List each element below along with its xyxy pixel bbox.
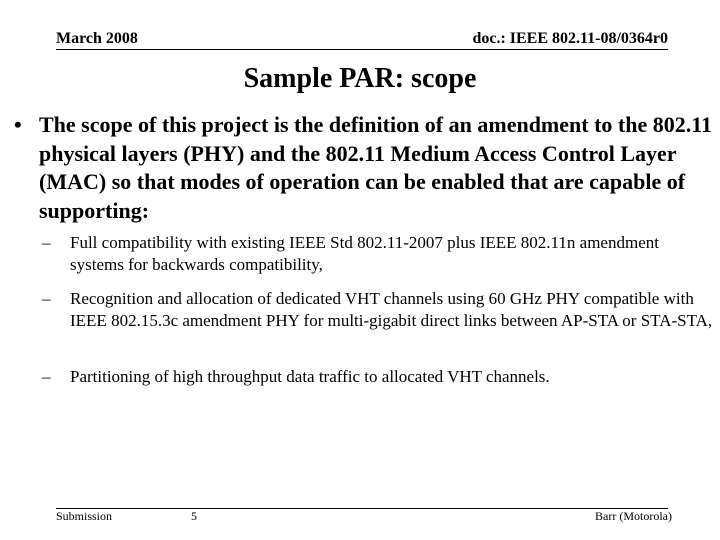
slide-title: Sample PAR: scope xyxy=(243,63,477,94)
footer-page-number: 5 xyxy=(191,509,197,523)
footer-divider xyxy=(56,508,668,509)
header-divider xyxy=(56,49,668,50)
bullet-marker: • xyxy=(14,112,22,137)
sub-bullet-text: Recognition and allocation of dedicated VHT channels using 60 GHz PHY compatible with IEEE 802.15.3c amendment PHY for multi-gigabit direct links between AP-STA or STA-STA, xyxy=(70,289,713,330)
dash-marker: – xyxy=(42,289,51,308)
dash-marker: – xyxy=(42,233,51,252)
main-bullet-text: The scope of this project is the definition of an amendment to the 802.11 physical layers (PHY) and the 802.11 Medium Access Control Layer (MAC) so that modes of operation can be enabled that are capable of supporting: xyxy=(39,112,713,223)
footer-submission: Submission xyxy=(56,509,113,523)
header-date: March 2008 xyxy=(56,30,138,47)
dash-marker: – xyxy=(42,367,51,386)
sub-bullet-text: Partitioning of high throughput data traffic to allocated VHT channels. xyxy=(70,367,550,386)
header-doc-id: doc.: IEEE 802.11-08/0364r0 xyxy=(472,30,668,47)
sub-bullet-text: Full compatibility with existing IEEE Std 802.11-2007 plus IEEE 802.11n amendment systems for backwards compatibility, xyxy=(70,233,659,274)
footer-author: Barr (Motorola) xyxy=(595,509,672,523)
